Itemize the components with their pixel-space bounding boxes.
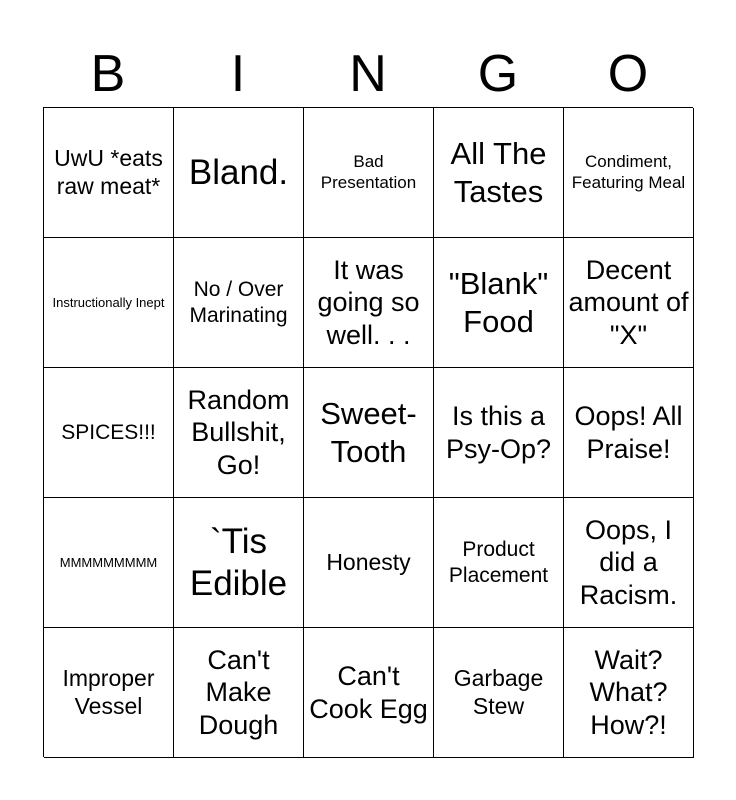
bingo-header [43,42,693,106]
bingo-cell-r5-c5[interactable] [564,628,694,758]
bingo-cell-r1-c3[interactable] [304,108,434,238]
cell-text: No / Over Marinating [189,278,288,327]
bingo-cell-r4-c2[interactable] [174,498,304,628]
cell-text: Can't Cook Egg [309,661,428,724]
cell-text: Condiment, Featuring Meal [571,152,686,192]
bingo-cell-r1-c5[interactable] [564,108,694,238]
bingo-cell-r1-c2[interactable] [174,108,304,238]
bingo-cell-r5-c2[interactable] [174,628,304,758]
bingo-cell-r4-c3[interactable] [304,498,434,628]
bingo-cell-r2-c3[interactable] [304,238,434,368]
bingo-cell-r3-c4[interactable] [434,368,564,498]
bingo-cell-r5-c3[interactable] [304,628,434,758]
cell-text: Random Bullshit, Go! [187,384,290,480]
bingo-cell-r2-c1[interactable] [44,238,174,368]
bingo-cell-r3-c3[interactable] [304,368,434,498]
cell-text: Bad Presentation [320,152,417,192]
cell-text: "Blank" Food [448,266,549,339]
cell-text: Oops, I did a Racism. [579,514,678,610]
bingo-cell-r2-c5[interactable] [564,238,694,368]
bingo-cell-r3-c2[interactable] [174,368,304,498]
bingo-cell-r4-c4[interactable] [434,498,564,628]
cell-text: It was going so well. . . [317,254,420,350]
bingo-cell-r3-c1[interactable] [44,368,174,498]
bingo-cell-r1-c4[interactable] [434,108,564,238]
cell-text: `Tis Edible [189,521,288,603]
cell-text: Is this a Psy-Op? [445,401,552,464]
bingo-cell-r3-c5[interactable] [564,368,694,498]
cell-text: Can't Make Dough [198,644,279,740]
bingo-board [43,107,693,757]
header-letter-o: O [607,45,649,103]
cell-text: Bland. [188,152,289,192]
bingo-cell-r2-c4[interactable] [434,238,564,368]
bingo-cell-r5-c4[interactable] [434,628,564,758]
bingo-cell-r4-c5[interactable] [564,498,694,628]
header-letter-b: B [90,45,126,103]
cell-text: Oops! All Praise! [574,401,683,464]
bingo-cell-r2-c2[interactable] [174,238,304,368]
cell-text: Sweet-Tooth [320,396,417,469]
cell-text: Wait? What? How?! [589,644,668,740]
cell-text: Instructionally Inept [52,294,165,310]
cell-text: MMMMMMMMM [59,554,158,570]
cell-text: SPICES!!! [61,420,156,444]
header-letter-g: G [477,45,519,103]
cell-text: Improper Vessel [62,664,155,719]
header-letter-i: I [230,45,246,103]
bingo-cell-r1-c1[interactable] [44,108,174,238]
cell-text: Honesty [326,548,411,575]
header-letter-n: N [349,45,387,103]
cell-text: UwU *eats raw meat* [54,144,163,199]
cell-text: Decent amount of "X" [568,254,689,350]
bingo-cell-r4-c1[interactable] [44,498,174,628]
bingo-cell-r5-c1[interactable] [44,628,174,758]
cell-text: All The Tastes [450,136,547,209]
cell-text: Product Placement [448,538,549,587]
cell-text: Garbage Stew [453,664,544,719]
